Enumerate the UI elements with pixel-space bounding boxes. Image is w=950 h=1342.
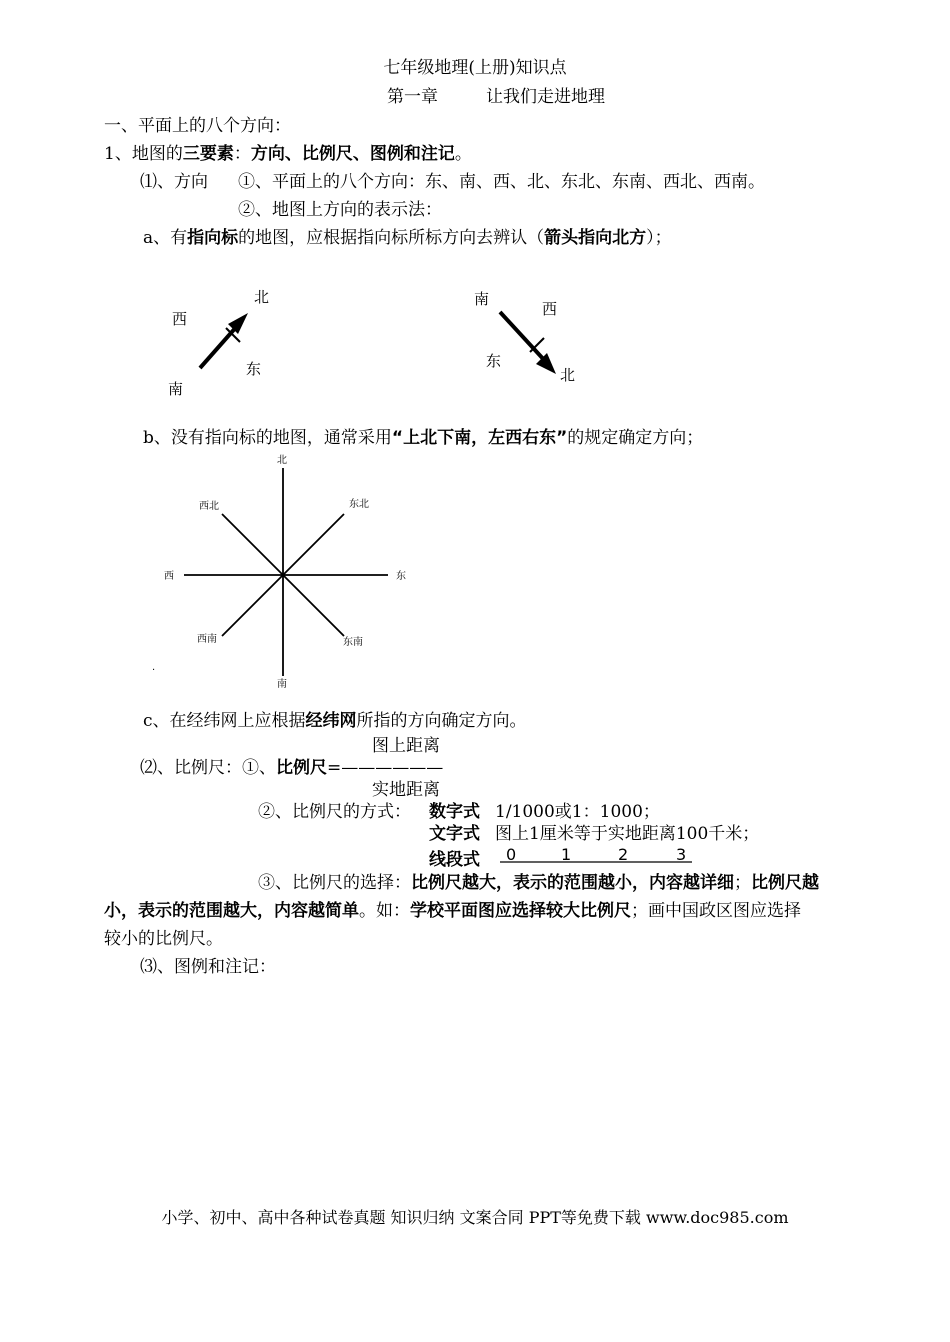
direction-b [143,427,703,449]
compass-southeast: 东南 [343,637,363,648]
scale-tick-1: 1 [561,845,572,864]
direction-b-pre: b、没有指向标的地图，通常采用 [143,428,392,448]
arrow1-north: 北 [254,288,270,306]
item-1-bold2: 方向、比例尺、图例和注记 [250,144,455,164]
north-arrow-diagram-2 [460,280,600,390]
compass-southwest: 西南 [197,634,217,645]
scale-p3-bold3: 学校平面图应选择较大比例尺 [410,901,631,921]
direction-c-end: 所指的方向确定方向。 [356,711,527,731]
direction-a [143,227,672,249]
arrow2-west: 西 [542,300,558,318]
arrow1-east: 东 [246,360,262,378]
item-1-bold1: 三要素 [182,144,234,164]
item-1-colon: ： [233,144,251,164]
scale-p3-tail1: ；画中国政区图应选择 [631,901,801,921]
scale-eq: =—————— [327,758,444,778]
line-scale-bar [496,842,696,868]
scale-p3-line1 [258,872,819,894]
scale-label: ⑵、比例尺：①、 [140,758,276,778]
scale-bold: 比例尺 [276,758,327,778]
arrow1-west: 西 [172,310,188,328]
direction-p1: ①、平面上的八个方向：东、南、西、北、东北、东南、西北、西南。 [238,172,765,192]
direction-c-pre: c、在经纬网上应根据 [143,711,306,731]
footer-text: 小学、初中、高中各种试卷真题 知识归纳 文案合同 PPT等免费下载 www.doc985.com [161,1208,789,1227]
direction-a-bold1: 指向标 [187,228,239,248]
compass-dot: . [152,662,156,673]
direction-a-end: ）； [646,228,672,248]
direction-a-mid: 的地图，应根据指向标所标方向去辨认（ [238,228,545,248]
scale-f1-value: 1/1000或1：1000； [495,802,660,822]
compass-west: 西 [164,571,174,582]
scale-p3-bold2b: 小，表示的范围越大，内容越简单 [104,901,359,921]
arrow2-east: 东 [486,352,502,370]
compass-north: 北 [277,455,287,466]
chapter-number: 第一章 [387,87,438,107]
direction-c [143,710,527,732]
arrow-shaft [500,312,546,362]
arrow-shaft [200,325,238,368]
item-1 [104,143,472,165]
compass-northeast: 东北 [349,499,369,510]
scale-p3-bold1: 比例尺越大，表示的范围越小，内容越详细 [411,873,734,893]
direction-label: ⑴、方向 [140,172,208,192]
legend-heading: ⑶、图例和注记： [140,957,276,977]
scale-p3-pre: ③、比例尺的选择： [258,873,411,893]
arrow1-south: 南 [168,380,184,398]
scale-f1-label: 数字式 [429,802,480,822]
scale-f2-value: 图上1厘米等于实地距离100千米； [495,824,760,844]
direction-a-bold2: 箭头指向北方 [544,228,647,248]
scale-p2: ②、比例尺的方式： [258,802,411,822]
scale-p3-mid: 。如： [359,901,410,921]
direction-b-bold: “上北下南，左西右东” [391,428,568,448]
scale-p3-bold2a: 比例尺越 [751,873,819,893]
scale-p3-sep: ； [734,873,751,893]
direction-c-bold: 经纬网 [305,711,357,731]
scale-formula [140,757,443,779]
section-heading: 一、平面上的八个方向： [104,116,291,136]
direction-b-end: 的规定确定方向； [567,428,704,448]
arrow2-north: 北 [560,366,576,384]
item-1-end: 。 [454,144,472,164]
scale-f2-label: 文字式 [429,824,480,844]
direction-p2: ②、地图上方向的表示法： [238,200,442,220]
page-title: 七年级地理(上册)知识点 [383,58,567,78]
direction-a-pre: a、有 [143,228,188,248]
compass-rose [140,448,430,693]
item-1-pre: 1、地图的 [104,144,183,164]
compass-south: 南 [277,679,287,690]
scale-p3-line3: 较小的比例尺。 [104,929,223,949]
scale-numerator: 图上距离 [372,736,440,756]
scale-denominator: 实地距离 [372,780,440,800]
north-arrow-diagram-1 [160,280,290,405]
scale-tick-2: 2 [618,845,629,864]
scale-tick-0: 0 [506,845,517,864]
scale-f3-label: 线段式 [429,850,480,870]
compass-east: 东 [396,571,406,582]
scale-tick-3: 3 [676,845,687,864]
arrow2-south: 南 [474,290,490,308]
chapter-name: 让我们走进地理 [486,87,605,107]
compass-northwest: 西北 [199,501,219,512]
scale-p3-line2 [104,900,801,922]
